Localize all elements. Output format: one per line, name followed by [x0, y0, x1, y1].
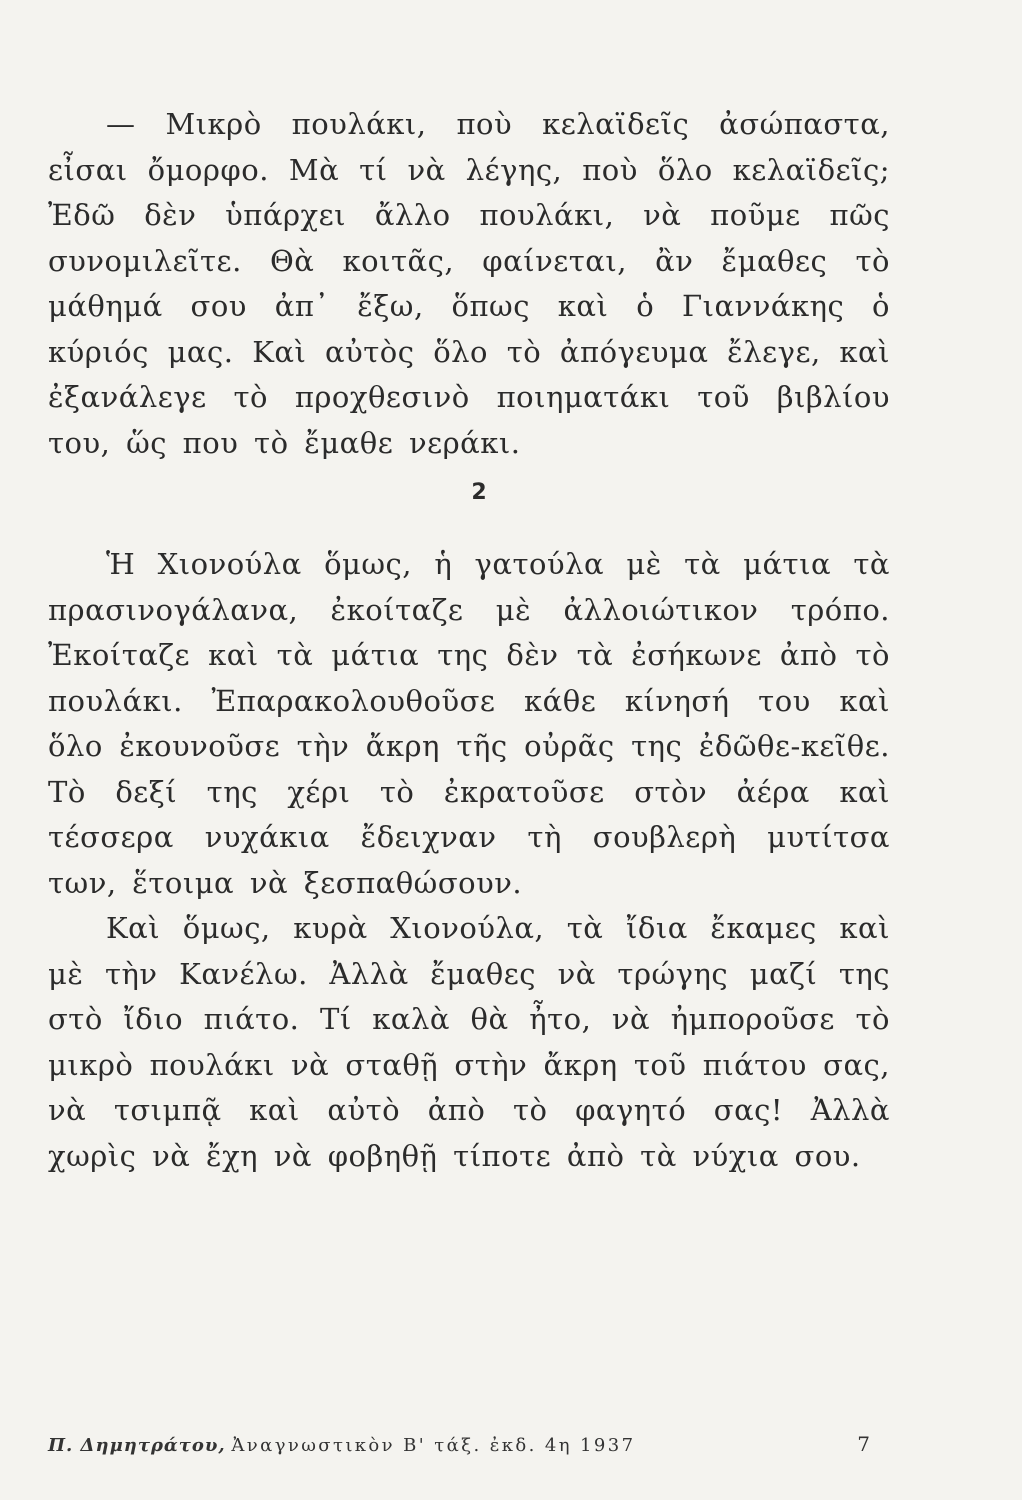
paragraph: Ἡ Χιονούλα ὅμως, ἡ γατούλα μὲ τὰ μάτια τὰ πρασινογάλανα, ἐκοίταζε μὲ ἀλλοιώτικον τρόπο. Ἐκοίταζε καὶ τὰ μάτια της δὲν τὰ ἐσήκωνε ἀπὸ τὸ πουλάκι. Ἐπαρακολουθοῦσε κάθε κίνησή του καὶ ὅλο ἐκουνοῦσε τὴν ἄκρη τῆς οὐρᾶς της ἐδῶθε-κεῖθε. Τὸ δεξί της χέρι τὸ ἐκρατοῦσε στὸν ἀέρα καὶ τέσσερα νυχάκια ἔδειχναν τὴ σουβλερὴ μυτίτσα των, ἕτοιμα νὰ ξεσπαθώσουν.	[48, 547, 890, 900]
footer-book-title: Ἀναγνωστικὸν Β' τάξ. ἐκδ. 4η 1937	[231, 1435, 636, 1456]
section-two-text	[48, 542, 890, 1179]
page-number: 7	[857, 1432, 870, 1456]
footer-citation	[48, 1435, 635, 1456]
footer-author: Π. Δημητράτου,	[48, 1435, 226, 1456]
section-one-text	[48, 102, 890, 466]
paragraph: — Μικρὸ πουλάκι, ποὺ κελαϊδεῖς ἀσώπαστα, εἶσαι ὄμορφο. Μὰ τί νὰ λέγης, ποὺ ὅλο κελαϊδεῖς; Ἐδῶ δὲν ὑπάρχει ἄλλο πουλάκι, νὰ ποῦμε πῶς συνομιλεῖτε. Θὰ κοιτᾶς, φαίνεται, ἂν ἔμαθες τὸ μάθημά σου ἀπ᾽ ἔξω, ὅπως καὶ ὁ Γιαννάκης ὁ κύριός μας. Καὶ αὐτὸς ὅλο τὸ ἀπόγευμα ἔλεγε, καὶ ἐξανάλεγε τὸ προχθεσινὸ ποιηματάκι τοῦ βιβλίου του, ὥς που τὸ ἔμαθε νεράκι.	[48, 107, 890, 460]
section-number: 2	[471, 480, 487, 505]
paragraph: Καὶ ὅμως, κυρὰ Χιονούλα, τὰ ἴδια ἔκαμες καὶ μὲ τὴν Κανέλω. Ἀλλὰ ἔμαθες νὰ τρώγης μαζί της στὸ ἴδιο πιάτο. Τί καλὰ θὰ ἦτο, νὰ ἠμποροῦσε τὸ μικρὸ πουλάκι νὰ σταθῇ στὴν ἄκρη τοῦ πιάτου σας, νὰ τσιμπᾷ καὶ αὐτὸ ἀπὸ τὸ φαγητό σας! Ἀλλὰ χωρὶς νὰ ἔχη νὰ φοβηθῇ τίποτε ἀπὸ τὰ νύχια σου.	[48, 911, 890, 1173]
page-footer	[48, 1432, 870, 1456]
